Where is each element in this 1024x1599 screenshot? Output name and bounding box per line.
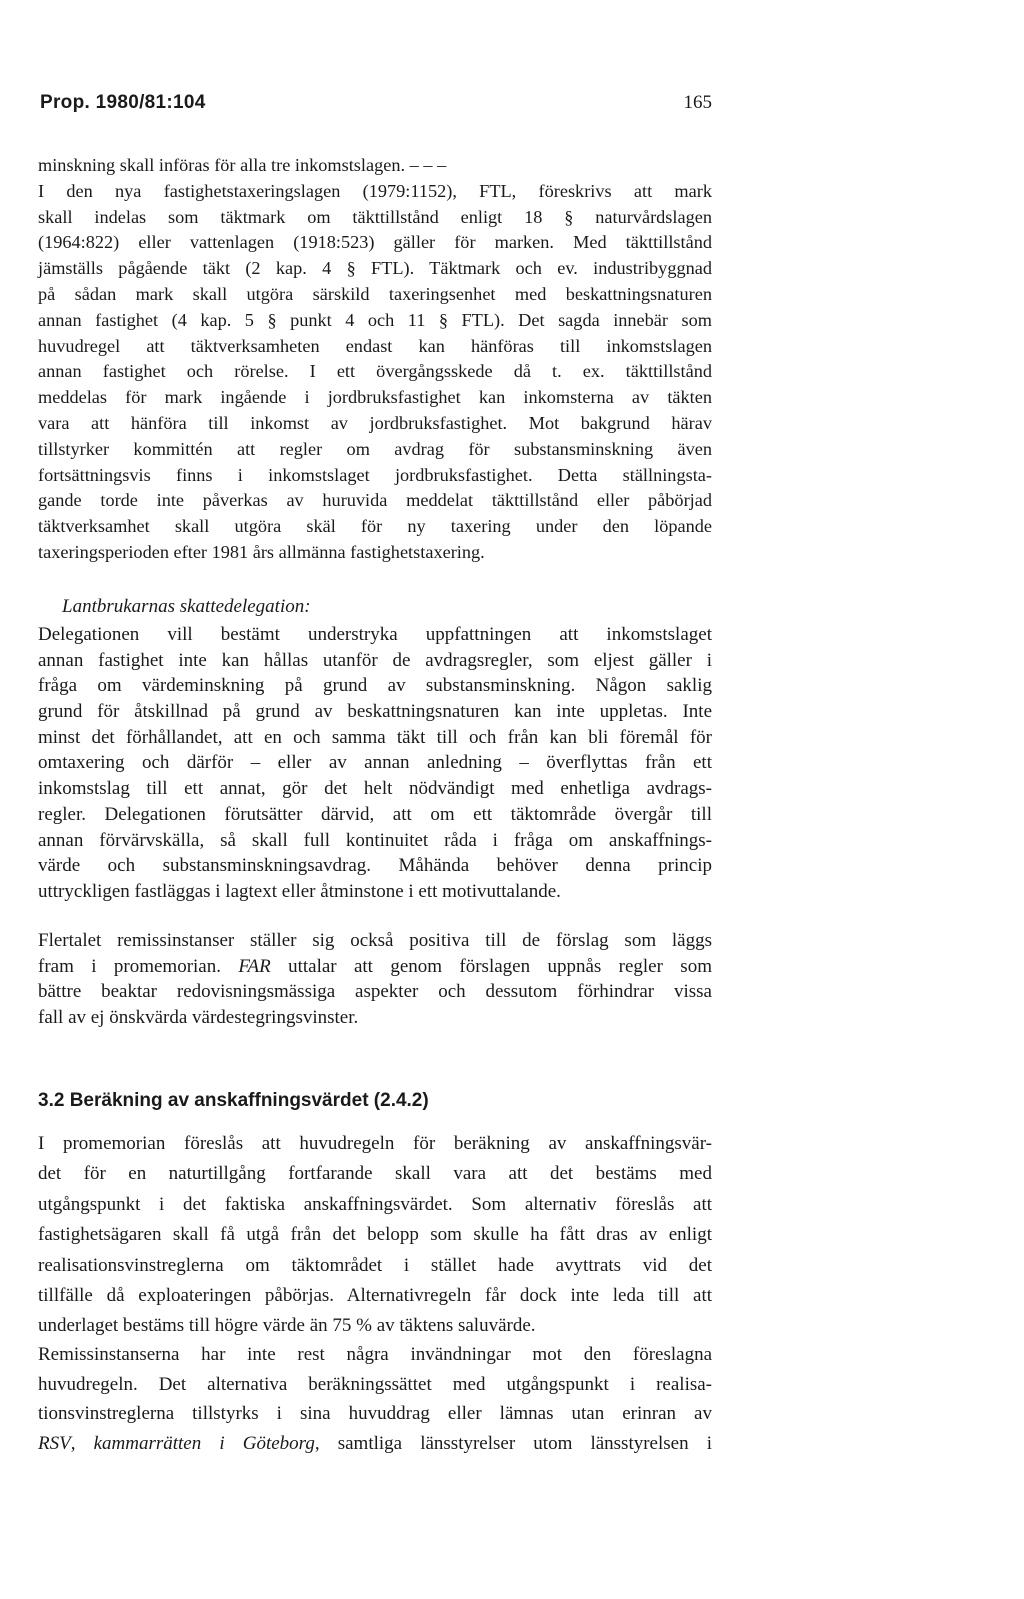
paragraph-block-2: [38, 622, 712, 905]
paragraph-block-1: [38, 153, 712, 566]
text-line: tillfälle då exploateringen påbörjas. Alternativregeln får dock inte leda till att: [38, 1284, 712, 1306]
text-line: tillstyrker kommittén att regler om avdrag för substansminskning även: [38, 438, 712, 459]
text-line: vara att hänföra till inkomst av jordbruksfastighet. Mot bakgrund härav: [38, 412, 712, 433]
text-line: jämställs pågående täkt (2 kap. 4 § FTL). Täktmark och ev. industribyggnad: [38, 258, 712, 279]
text-line: fram i promemorian. FAR uttalar att genom förslagen uppnås regler som: [38, 955, 712, 977]
text-line: tionsvinstreglerna tillstyrks i sina huvuddrag eller lämnas utan erinran av: [38, 1403, 712, 1424]
text-line: taxeringsperioden efter 1981 års allmänna fastighetstaxering.: [38, 541, 485, 562]
text-line: annan förvärvskälla, så skall full kontinuitet råda i fråga om anskaffnings-: [38, 829, 712, 851]
text-line: annan fastighet inte kan hållas utanför de avdragsregler, som eljest gäller i: [38, 649, 712, 671]
paragraph-block-5: [38, 1340, 712, 1458]
text-line: minskning skall införas för alla tre inkomstslagen. – – –: [38, 155, 447, 175]
text-line: värde och substansminskningsavdrag. Måhända behöver denna princip: [38, 855, 712, 877]
text-line: det för en naturtillgång fortfarande skall vara att det bestäms med: [38, 1163, 712, 1185]
text-line: omtaxering och därför – eller av annan anledning – överflyttas från ett: [38, 752, 712, 774]
text-line: inkomstslag till ett annat, gör det helt nödvändigt med enhetliga avdrags-: [38, 778, 712, 800]
paragraph-block-4: [38, 1129, 712, 1342]
text-line: Delegationen vill bestämt understryka uppfattningen att inkomstslaget: [38, 624, 712, 645]
text-line: (1964:822) eller vattenlagen (1918:523) gäller för marken. Med täkttillstånd: [38, 232, 712, 253]
page-number: 165: [683, 92, 712, 113]
text-line: skall indelas som täktmark om täkttillstånd enligt 18 § naturvårdslagen: [38, 206, 712, 227]
text-line: underlaget bestäms till högre värde än 75 % av täktens saluvärde.: [38, 1315, 536, 1337]
text-line: på sådan mark skall utgöra särskild taxeringsenhet med beskattningsnaturen: [38, 283, 712, 304]
text-line: realisationsvinstreglerna om täktområdet i stället hade avyttrats vid det: [38, 1254, 712, 1276]
text-line: annan fastighet och rörelse. I ett övergångsskede då t. ex. täkttillstånd: [38, 361, 712, 382]
text-line: huvudregel att täktverksamheten endast kan hänföras till inkomstslagen: [38, 335, 712, 356]
text-line: fortsättningsvis finns i inkomstslaget jordbruksfastighet. Detta ställningsta-: [38, 464, 712, 485]
text-line: annan fastighet (4 kap. 5 § punkt 4 och 11 § FTL). Det sagda innebär som: [38, 309, 712, 330]
text-line: fråga om värdeminskning på grund av substansminskning. Någon saklig: [38, 675, 712, 697]
subheading: Lantbrukarnas skattedelegation:: [62, 596, 311, 617]
text-line: Remissinstanserna har inte rest några invändningar mot den föreslagna: [38, 1344, 712, 1365]
text-line: regler. Delegationen förutsätter därvid, att om ett täktområde övergår till: [38, 803, 712, 825]
section-heading: 3.2 Beräkning av anskaffningsvärdet (2.4.2): [38, 1090, 429, 1111]
text-line: minst det förhållandet, att en och samma täkt till och från kan bli föremål för: [38, 726, 712, 748]
text-line: uttryckligen fastläggas i lagtext eller åtminstone i ett motivuttalande.: [38, 880, 561, 902]
text-line: meddelas för mark ingående i jordbruksfastighet kan inkomsterna av täkten: [38, 387, 712, 408]
page-header: [40, 92, 712, 116]
text-line: fastighetsägaren skall få utgå från det belopp som skulle ha fått dras av enligt: [38, 1224, 712, 1246]
text-line: RSV, kammarrätten i Göteborg, samtliga länsstyrelser utom länsstyrelsen i: [38, 1432, 712, 1454]
text-line: fall av ej önskvärda värdestegringsvinster.: [38, 1007, 359, 1029]
text-line: Flertalet remissinstanser ställer sig också positiva till de förslag som läggs: [38, 930, 712, 951]
text-line: huvudregeln. Det alternativa beräkningssättet med utgångspunkt i realisa-: [38, 1373, 712, 1395]
text-line: I den nya fastighetstaxeringslagen (1979:1152), FTL, föreskrivs att mark: [38, 180, 712, 201]
text-line: täktverksamhet skall utgöra skäl för ny taxering under den löpande: [38, 516, 712, 537]
text-line: gande torde inte påverkas av huruvida meddelat täkttillstånd eller påbörjad: [38, 490, 712, 511]
proposition-reference: Prop. 1980/81:104: [40, 92, 206, 113]
text-line: utgångspunkt i det faktiska anskaffningsvärdet. Som alternativ föreslås att: [38, 1193, 712, 1215]
text-line: grund för åtskillnad på grund av beskattningsnaturen kan inte uppletas. Inte: [38, 701, 712, 723]
paragraph-block-3: [38, 928, 712, 1031]
text-line: I promemorian föreslås att huvudregeln för beräkning av anskaffningsvär-: [38, 1133, 712, 1154]
text-line: bättre beaktar redovisningsmässiga aspekter och dessutom förhindrar vissa: [38, 981, 712, 1003]
